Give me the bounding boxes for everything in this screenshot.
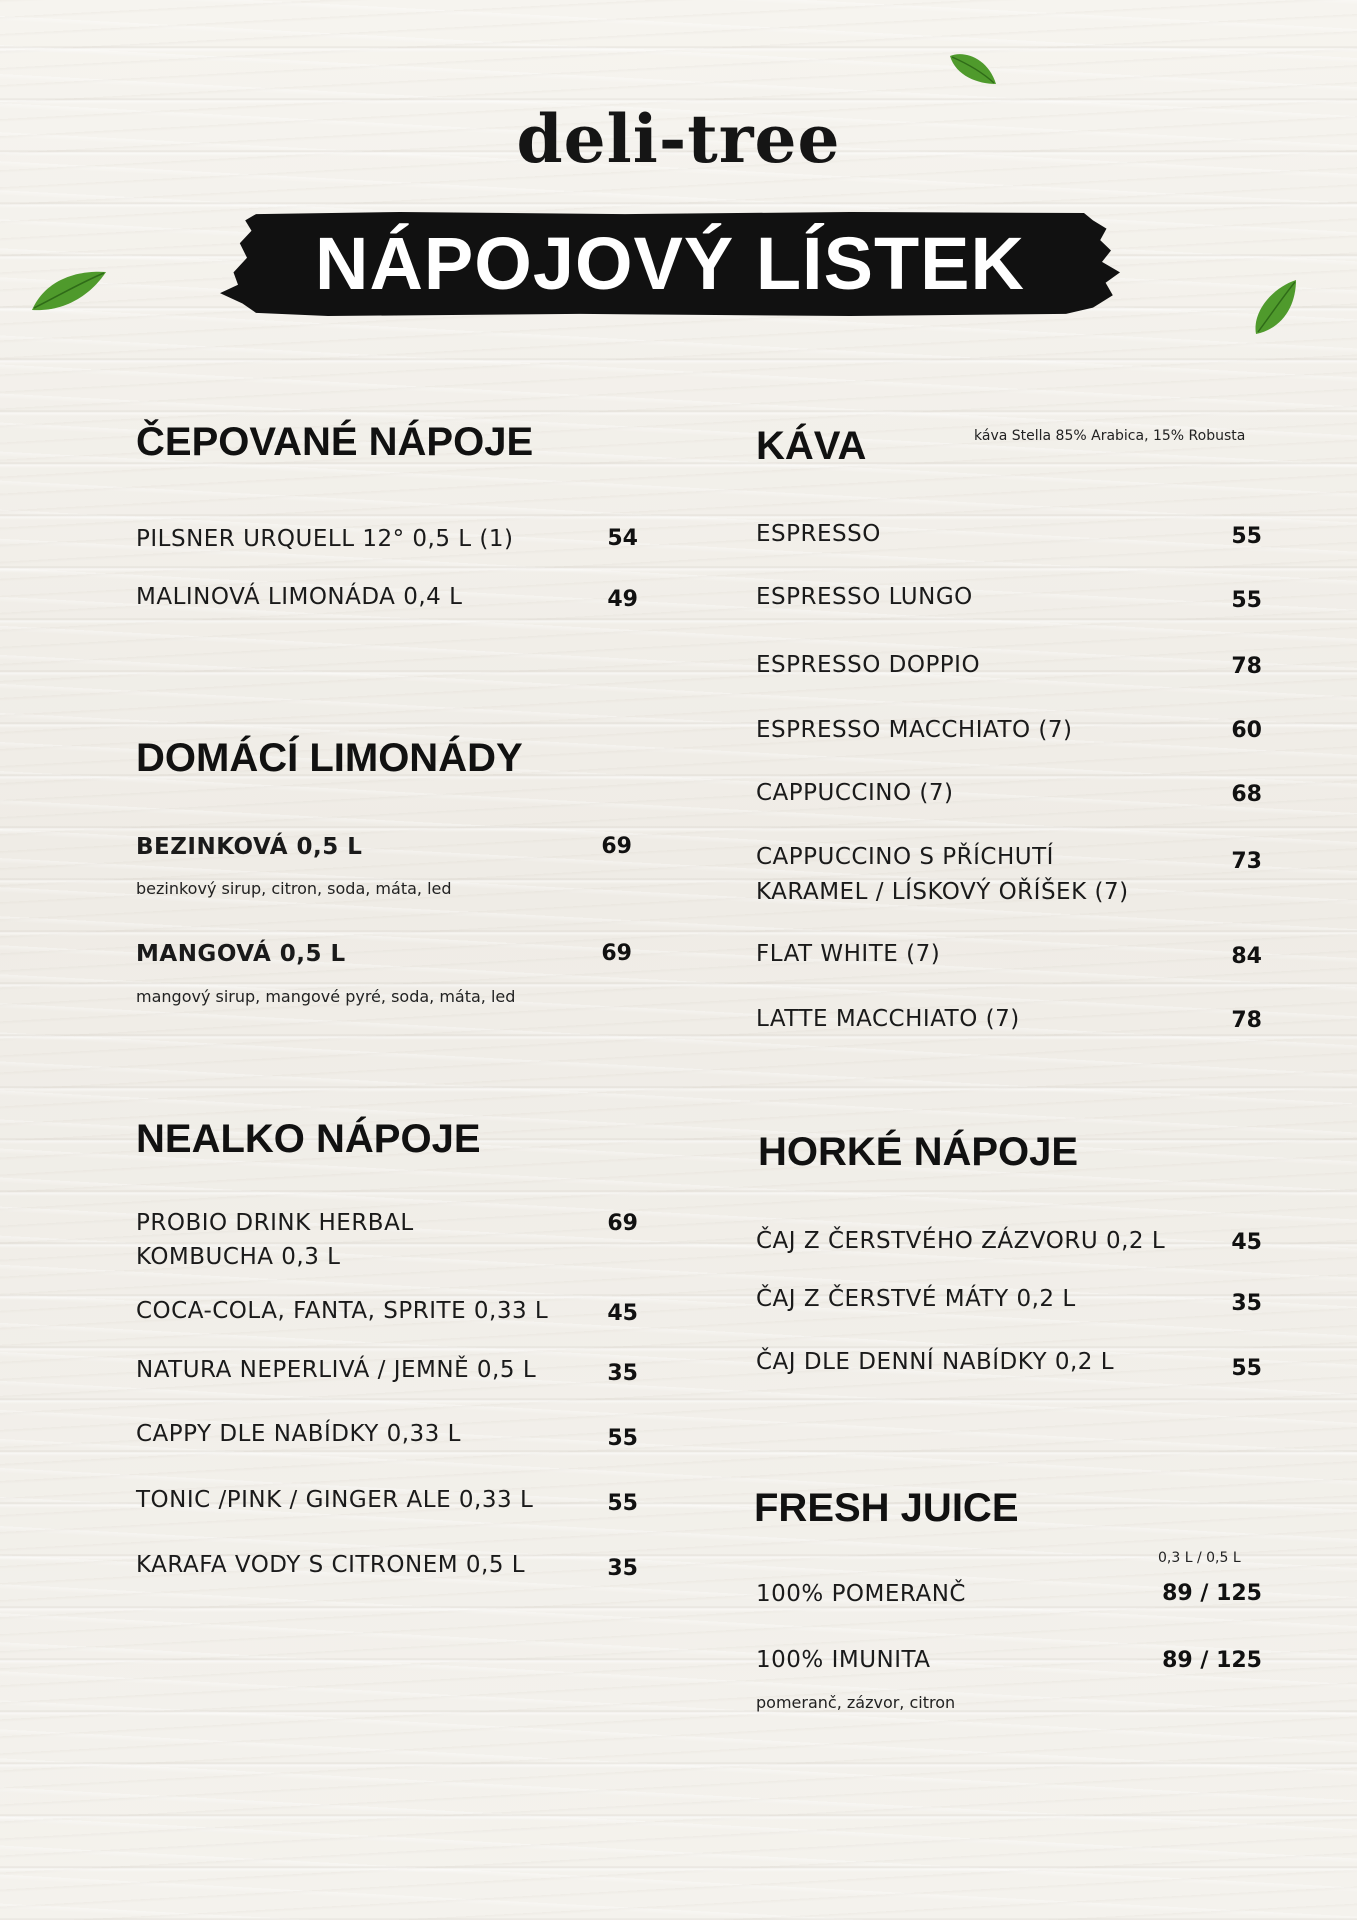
section-title-horke: HORKÉ NÁPOJE (758, 1130, 1079, 1174)
menu-item-name: MANGOVÁ 0,5 L (136, 941, 346, 967)
menu-item-price: 45 (1231, 1230, 1262, 1255)
menu-item-price: 45 (607, 1301, 638, 1326)
section-title-cepovane: ČEPOVANÉ NÁPOJE (136, 420, 534, 464)
section-title-limonady: DOMÁCÍ LIMONÁDY (136, 736, 523, 780)
menu-item-name: CAPPUCCINO (7) (756, 780, 954, 806)
menu-item-name: FLAT WHITE (7) (756, 941, 941, 967)
menu-item-name: ESPRESSO DOPPIO (756, 652, 981, 678)
menu-item-price: 89 / 125 (1162, 1581, 1262, 1606)
menu-item-name: BEZINKOVÁ 0,5 L (136, 834, 363, 860)
menu-item-name: ČAJ DLE DENNÍ NABÍDKY 0,2 L (756, 1349, 1115, 1375)
menu-item-name: PILSNER URQUELL 12° 0,5 L (1) (136, 526, 514, 552)
menu-item-description: mangový sirup, mangové pyré, soda, máta, led (136, 987, 516, 1006)
menu-item-name: 100% IMUNITA (756, 1647, 931, 1673)
menu-item-name: ESPRESSO MACCHIATO (7) (756, 717, 1073, 743)
juice-size-note: 0,3 L / 0,5 L (1158, 1550, 1241, 1566)
menu-item-name: LATTE MACCHIATO (7) (756, 1006, 1020, 1032)
menu-item-name: KARAFA VODY S CITRONEM 0,5 L (136, 1552, 526, 1578)
menu-item-name: ESPRESSO (756, 521, 881, 547)
menu-item-name-line2: KOMBUCHA 0,3 L (136, 1244, 341, 1270)
menu-item-price: 78 (1231, 654, 1262, 679)
section-title-juice: FRESH JUICE (754, 1486, 1019, 1530)
menu-item-price: 49 (607, 587, 638, 612)
brand-logo: deli-tree (516, 100, 841, 178)
menu-item-price: 89 / 125 (1162, 1648, 1262, 1673)
menu-item-name: ČAJ Z ČERSTVÉ MÁTY 0,2 L (756, 1286, 1076, 1312)
menu-item-name-line2: KARAMEL / LÍSKOVÝ OŘÍŠEK (7) (756, 879, 1129, 905)
coffee-blend-note: káva Stella 85% Arabica, 15% Robusta (974, 428, 1246, 444)
leaf-decoration-right (1250, 278, 1300, 338)
menu-item-price: 55 (1231, 588, 1262, 613)
menu-item-name: ESPRESSO LUNGO (756, 584, 973, 610)
menu-item-name: TONIC /PINK / GINGER ALE 0,33 L (136, 1487, 534, 1513)
menu-item-name: COCA-COLA, FANTA, SPRITE 0,33 L (136, 1298, 549, 1324)
menu-item-name: CAPPY DLE NABÍDKY 0,33 L (136, 1421, 461, 1447)
menu-item-price: 78 (1231, 1008, 1262, 1033)
menu-item-name: MALINOVÁ LIMONÁDA 0,4 L (136, 584, 463, 610)
menu-item-price: 84 (1231, 944, 1262, 969)
menu-item-price: 69 (607, 1211, 638, 1236)
menu-item-price: 55 (1231, 524, 1262, 549)
menu-item-price: 54 (607, 526, 638, 551)
menu-item-price: 73 (1231, 849, 1262, 874)
page-title: NÁPOJOVÝ LÍSTEK (315, 222, 1025, 305)
menu-item-price: 55 (607, 1491, 638, 1516)
menu-item-price: 35 (1231, 1291, 1262, 1316)
menu-item-description: bezinkový sirup, citron, soda, máta, led (136, 879, 452, 898)
menu-item-name: 100% POMERANČ (756, 1581, 966, 1607)
section-title-kava: KÁVA (756, 424, 867, 468)
menu-item-price: 55 (1231, 1356, 1262, 1381)
menu-item-price: 68 (1231, 782, 1262, 807)
menu-item-price: 35 (607, 1361, 638, 1386)
section-title-nealko: NEALKO NÁPOJE (136, 1117, 481, 1161)
menu-item-description: pomeranč, zázvor, citron (756, 1693, 956, 1712)
menu-item-price: 69 (601, 834, 632, 859)
menu-item-price: 35 (607, 1556, 638, 1581)
menu-item-name: NATURA NEPERLIVÁ / JEMNĚ 0,5 L (136, 1357, 537, 1383)
menu-item-price: 55 (607, 1426, 638, 1451)
menu-item-price: 69 (601, 941, 632, 966)
menu-item-name: ČAJ Z ČERSTVÉHO ZÁZVORU 0,2 L (756, 1228, 1166, 1254)
menu-item-name: CAPPUCCINO S PŘÍCHUTÍ (756, 844, 1054, 870)
leaf-decoration-top (948, 50, 998, 90)
menu-item-price: 60 (1231, 718, 1262, 743)
menu-item-name: PROBIO DRINK HERBAL (136, 1210, 414, 1236)
leaf-decoration-left (28, 268, 108, 316)
